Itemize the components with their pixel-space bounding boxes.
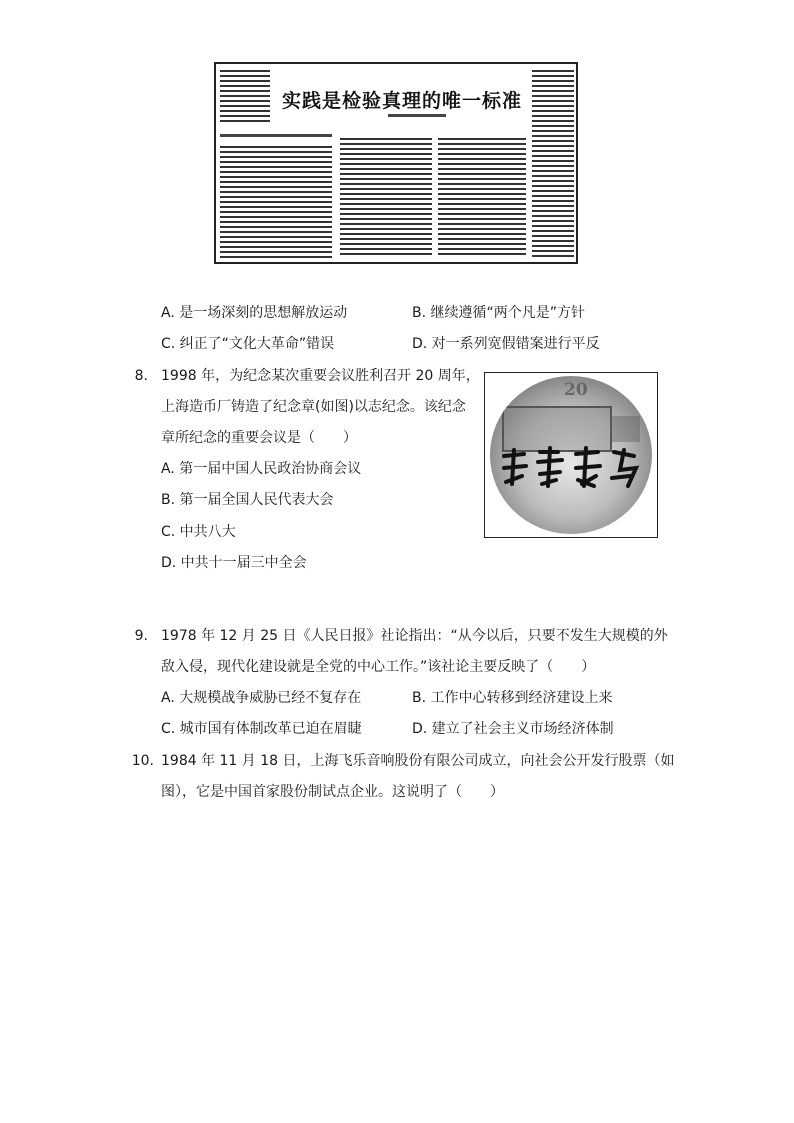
q9-stem-line-1: 1978 年 12 月 25 日《人民日报》社论指出：“从今以后，只要不发生大规模的外	[161, 628, 668, 644]
q8-option-d: D. 中共十一届三中全会	[161, 555, 307, 571]
q7-option-b: B. 继续遵循“两个凡是”方针	[412, 305, 586, 321]
newspaper-byline	[388, 114, 446, 117]
q7-option-c: C. 纠正了“文化大革命”错误	[161, 336, 335, 352]
newspaper-text-column-3	[438, 138, 526, 258]
medal-image	[484, 372, 658, 538]
q9-option-b: B. 工作中心转移到经济建设上来	[412, 690, 613, 706]
q8-option-c: C. 中共八大	[161, 524, 236, 540]
q10-stem-line-2: 图），它是中国首家股份制试点企业。这说明了（ ）	[161, 784, 504, 800]
q8-number: 8.	[134, 368, 148, 384]
q8-option-b: B. 第一届全国人民代表大会	[161, 492, 334, 508]
q10-stem-line-1: 1984 年 11 月 18 日，上海飞乐音响股份有限公司成立，向社会公开发行股票（如	[161, 753, 675, 769]
newspaper-headline: 实践是检验真理的唯一标准	[281, 90, 522, 112]
newspaper-text-column-left	[220, 70, 270, 125]
q9-option-a: A. 大规模战争威胁已经不复存在	[161, 690, 362, 706]
q9-number: 9.	[134, 628, 148, 644]
q9-option-c: C. 城市国有体制改革已迫在眉睫	[161, 721, 362, 737]
newspaper-text-column-2	[340, 138, 432, 258]
newspaper-rule	[220, 134, 332, 137]
q9-stem-line-2: 敌入侵，现代化建设就是全党的中心工作。”该社论主要反映了（ ）	[161, 659, 596, 675]
newspaper-text-column-right	[532, 70, 574, 260]
q8-stem-line-1: 1998 年，为纪念某次重要会议胜利召开 20 周年，	[161, 368, 480, 384]
q7-option-a: A. 是一场深刻的思想解放运动	[161, 305, 348, 321]
q10-number: 10.	[131, 753, 154, 769]
q8-stem-line-3: 章所纪念的重要会议是（ ）	[161, 430, 357, 446]
calligraphy-strokes	[498, 446, 648, 490]
medal-relief-detail	[610, 416, 640, 442]
medal-number: 20	[564, 380, 588, 400]
q7-option-d: D. 对一系列宽假错案进行平反	[412, 336, 600, 352]
q8-option-a: A. 第一届中国人民政治协商会议	[161, 461, 362, 477]
q9-option-d: D. 建立了社会主义市场经济体制	[412, 721, 614, 737]
newspaper-text-column-1	[220, 146, 332, 261]
medal-calligraphy	[498, 446, 648, 498]
commemorative-medal	[490, 376, 652, 534]
q8-stem-line-2: 上海造币厂铸造了纪念章(如图)以志纪念。该纪念	[161, 399, 466, 415]
newspaper-image	[214, 62, 578, 264]
